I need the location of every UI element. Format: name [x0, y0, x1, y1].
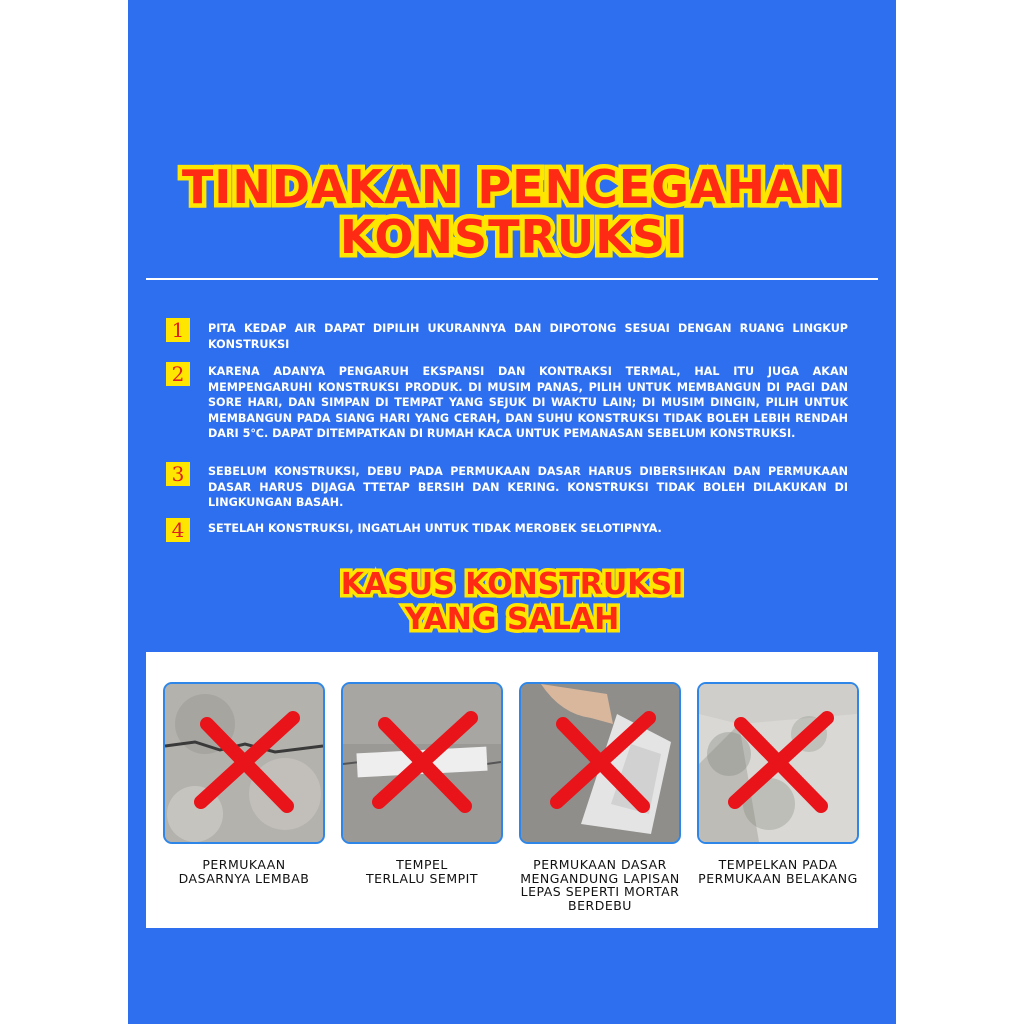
step-number-badge: 2 [166, 362, 190, 386]
subtitle-line-1: KASUS KONSTRUKSI [340, 567, 684, 602]
moldy-wall-photo [699, 684, 857, 842]
case-damp-surface [163, 682, 325, 886]
dusty-surface-photo [521, 684, 679, 842]
case-caption: TEMPELKAN PADA PERMUKAAN BELAKANG [698, 857, 858, 886]
case-photo [163, 682, 325, 844]
step-number-badge: 1 [166, 318, 190, 342]
divider [146, 278, 878, 280]
case-dusty-mortar [519, 682, 681, 913]
title-line-1: TINDAKAN PENCEGAHAN [181, 160, 843, 214]
case-photo [341, 682, 503, 844]
step-number-badge: 3 [166, 462, 190, 486]
case-photo [697, 682, 859, 844]
case-caption: PERMUKAAN DASARNYA LEMBAB [178, 857, 310, 886]
step-text: KARENA ADANYA PENGARUH EKSPANSI DAN KONTRAKSI TERMAL, HAL ITU JUGA AKAN MEMPENGARUHI KONSTRUKSI PRODUK. DI MUSIM PANAS, PILIH UNTUK MEMBANGUN DI PAGI DAN SORE HARI, DAN SIMPAN DI TEMPAT YANG SEJUK DI WAKTU LAIN; DI MUSIM DINGIN, PILIH UNTUK MEMBANGUN PADA SIANG HARI YANG CERAH, DAN SUHU KONSTRUKSI TIDAK BOLEH LEBIH RENDAH DARI 5℃. DAPAT DITEMPATKAN DI RUMAH KACA UNTUK PEMANASAN SEBELUM KONSTRUKSI. [208, 365, 848, 440]
case-caption: TEMPEL TERLALU SEMPIT [366, 857, 478, 886]
case-caption: PERMUKAAN DASAR MENGANDUNG LAPISAN LEPAS SEPERTI MORTAR BERDEBU [520, 857, 680, 913]
case-back-surface [697, 682, 859, 886]
step-number-badge: 4 [166, 518, 190, 542]
wrong-cases-card [146, 652, 878, 928]
damp-concrete-photo [165, 684, 323, 842]
title-line-2: KONSTRUKSI [339, 210, 685, 264]
case-photo [519, 682, 681, 844]
narrow-tape-photo [343, 684, 501, 842]
poster-panel [128, 0, 896, 1024]
case-too-narrow [341, 682, 503, 886]
subtitle-line-2: YANG SALAH [404, 602, 620, 637]
step-text: PITA KEDAP AIR DAPAT DIPILIH UKURANNYA DAN DIPOTONG SESUAI DENGAN RUANG LINGKUP KONSTRUKSI [208, 322, 848, 351]
step-text: SEBELUM KONSTRUKSI, DEBU PADA PERMUKAAN DASAR HARUS DIBERSIHKAN DAN PERMUKAAN DASAR HARUS DIJAGA TTETAP BERSIH DAN KERING. KONSTRUKSI TIDAK BOLEH DILAKUKAN DI LINGKUNGAN BASAH. [208, 465, 848, 509]
step-text: SETELAH KONSTRUKSI, INGATLAH UNTUK TIDAK MEROBEK SELOTIPNYA. [208, 522, 662, 535]
